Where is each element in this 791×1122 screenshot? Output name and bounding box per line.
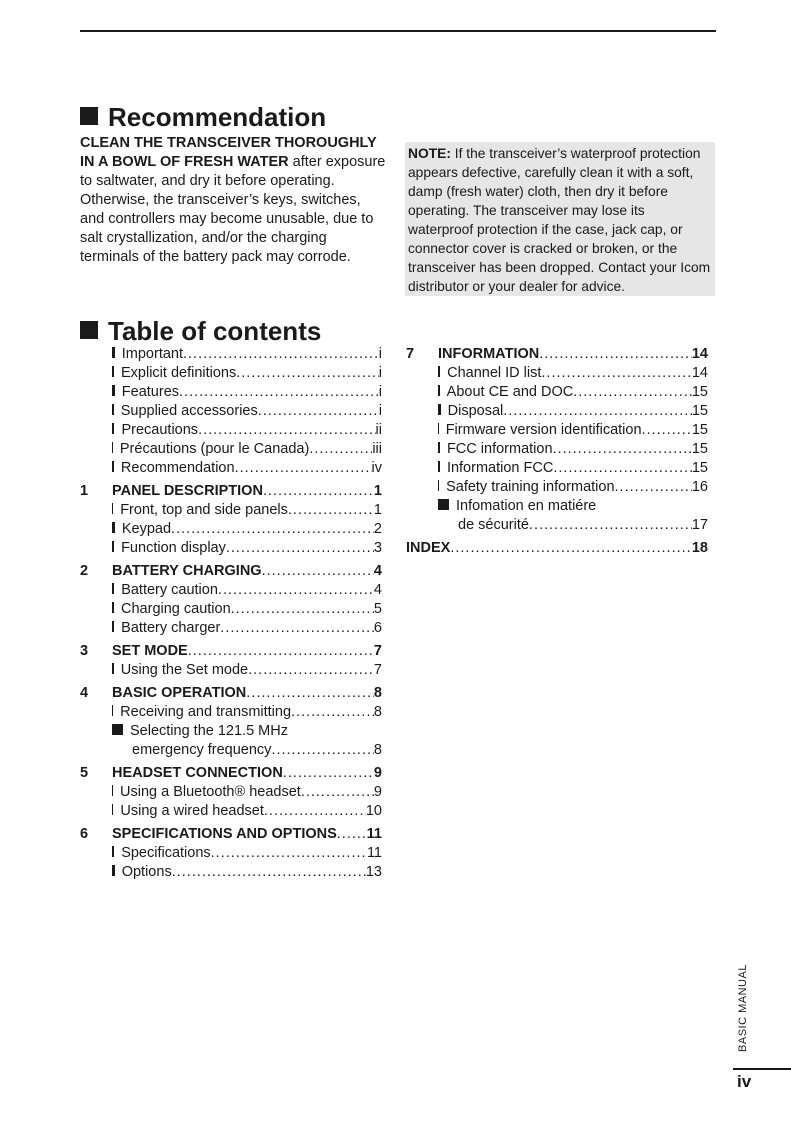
toc-entry[interactable] bbox=[112, 784, 382, 803]
toc-leader-dots bbox=[539, 346, 692, 362]
toc-leader-dots bbox=[171, 521, 374, 537]
toc-leader-dots bbox=[529, 517, 692, 533]
toc-page-number: 15 bbox=[691, 403, 708, 419]
toc-page-number: 8 bbox=[373, 742, 382, 758]
toc-label: SPECIFICATIONS AND OPTIONS bbox=[112, 826, 337, 842]
toc-leader-dots bbox=[236, 365, 379, 381]
toc-label: SET MODE bbox=[112, 643, 188, 659]
toc-entry[interactable] bbox=[112, 723, 382, 742]
toc-chapter[interactable] bbox=[406, 346, 708, 365]
square-bullet-icon bbox=[112, 404, 114, 415]
toc-leader-dots bbox=[301, 784, 374, 800]
toc-leader-dots bbox=[231, 601, 374, 617]
toc-leader-dots bbox=[258, 403, 379, 419]
toc-page-number: 15 bbox=[691, 422, 708, 438]
toc-label: Function display bbox=[121, 540, 226, 556]
toc-page-number: iii bbox=[372, 441, 382, 457]
toc-label: Battery caution bbox=[121, 582, 218, 598]
toc-label: Using a wired headset bbox=[120, 803, 264, 819]
toc-page-number: 14 bbox=[691, 346, 708, 362]
toc-label: Features bbox=[121, 384, 180, 400]
toc-entry[interactable] bbox=[112, 582, 382, 601]
toc-leader-dots bbox=[450, 540, 692, 556]
toc-leader-dots bbox=[288, 502, 374, 518]
toc-chapter[interactable] bbox=[80, 483, 382, 502]
toc-leader-dots bbox=[309, 441, 372, 457]
square-bullet-icon bbox=[112, 347, 115, 358]
toc-leader-dots bbox=[642, 422, 692, 438]
square-bullet-icon bbox=[112, 705, 113, 716]
top-rule bbox=[80, 30, 716, 32]
toc-leader-dots bbox=[220, 620, 374, 636]
toc-label: Receiving and transmitting bbox=[120, 704, 292, 720]
square-bullet-icon bbox=[438, 366, 440, 377]
toc-label: Front, top and side panels bbox=[120, 502, 288, 518]
toc-chapter[interactable] bbox=[80, 826, 382, 845]
toc-page-number: 11 bbox=[366, 826, 382, 842]
square-bullet-icon bbox=[112, 621, 114, 632]
toc-leader-dots bbox=[248, 662, 374, 678]
toc-label: FCC information bbox=[446, 441, 553, 457]
toc-label: About CE and DOC bbox=[446, 384, 574, 400]
toc-leader-dots bbox=[183, 346, 379, 362]
toc-label: Using a Bluetooth® headset bbox=[120, 784, 301, 800]
toc-entry[interactable] bbox=[112, 502, 382, 521]
toc-leader-dots bbox=[246, 685, 374, 701]
toc-entry[interactable] bbox=[438, 422, 708, 441]
toc-chapter[interactable] bbox=[80, 685, 382, 704]
square-bullet-icon bbox=[112, 385, 115, 396]
toc-page-number: 15 bbox=[691, 441, 708, 457]
square-bullet-icon bbox=[112, 785, 113, 796]
toc-label: Precautions bbox=[121, 422, 199, 438]
square-bullet-icon bbox=[438, 423, 439, 434]
square-bullet-icon bbox=[112, 724, 123, 735]
toc-page-number: 9 bbox=[373, 784, 382, 800]
toc-leader-dots bbox=[198, 422, 375, 438]
square-bullet-icon bbox=[112, 423, 114, 434]
toc-page-number: 11 bbox=[366, 845, 382, 861]
square-bullet-icon bbox=[112, 461, 114, 472]
toc-chapter[interactable] bbox=[80, 563, 382, 582]
square-bullet-icon bbox=[112, 541, 114, 552]
toc-label: Supplied accessories bbox=[120, 403, 258, 419]
toc-leader-dots bbox=[264, 803, 366, 819]
toc-entry[interactable] bbox=[112, 662, 382, 681]
toc-page-number: i bbox=[378, 403, 382, 419]
toc-page-number: 8 bbox=[373, 704, 382, 720]
toc-label: Précautions (pour le Canada) bbox=[119, 441, 310, 457]
recommendation-heading bbox=[80, 102, 326, 132]
square-bullet-icon bbox=[112, 503, 113, 514]
toc-leader-dots bbox=[291, 704, 374, 720]
toc-entry[interactable] bbox=[112, 460, 382, 479]
toc-entry[interactable] bbox=[112, 384, 382, 403]
toc-chapter[interactable] bbox=[80, 643, 382, 662]
toc-page-number: 13 bbox=[365, 864, 382, 880]
toc-page-number: iv bbox=[371, 460, 382, 476]
toc-leader-dots bbox=[262, 563, 374, 579]
toc-leader-dots bbox=[271, 742, 373, 758]
toc-chapter-number: 6 bbox=[80, 826, 89, 842]
toc-label: emergency frequency bbox=[132, 742, 272, 758]
recommendation-text bbox=[80, 134, 386, 267]
toc-label: Important bbox=[121, 346, 183, 362]
toc-entry[interactable] bbox=[438, 365, 708, 384]
toc-label: HEADSET CONNECTION bbox=[112, 765, 283, 781]
toc-leader-dots bbox=[615, 479, 692, 495]
toc-label: Explicit definitions bbox=[121, 365, 237, 381]
toc-entry[interactable] bbox=[112, 864, 382, 883]
toc-leader-dots bbox=[218, 582, 374, 598]
toc-chapter-number: 4 bbox=[80, 685, 89, 701]
side-rule bbox=[733, 1068, 791, 1070]
toc-heading-text: Table of contents bbox=[108, 316, 322, 346]
toc-entry[interactable] bbox=[112, 365, 382, 384]
toc-chapter[interactable] bbox=[80, 765, 382, 784]
square-bullet-icon bbox=[112, 846, 114, 857]
toc-leader-dots bbox=[179, 384, 379, 400]
page-number: iv bbox=[737, 1072, 752, 1091]
square-bullet-icon bbox=[438, 385, 440, 396]
toc-entry[interactable] bbox=[112, 521, 382, 540]
heading-square-bullet bbox=[80, 107, 98, 125]
toc-label: Keypad bbox=[121, 521, 172, 537]
toc-entry[interactable] bbox=[132, 742, 382, 761]
toc-page-number: 14 bbox=[691, 365, 708, 381]
toc-leader-dots bbox=[573, 384, 692, 400]
toc-leader-dots bbox=[263, 483, 374, 499]
toc-entry[interactable] bbox=[458, 517, 708, 536]
square-bullet-icon bbox=[438, 404, 441, 415]
toc-page-number: 6 bbox=[373, 620, 382, 636]
toc-page-number: 2 bbox=[373, 521, 382, 537]
toc-label: Information FCC bbox=[446, 460, 554, 476]
toc-entry[interactable] bbox=[438, 498, 708, 517]
square-bullet-icon bbox=[112, 804, 113, 815]
toc-page-number: 7 bbox=[373, 662, 382, 678]
toc-label: Options bbox=[121, 864, 172, 880]
toc-entry[interactable] bbox=[112, 540, 382, 559]
toc-label: de sécurité bbox=[458, 517, 529, 533]
toc-chapter-number: 5 bbox=[80, 765, 89, 781]
toc-entry[interactable] bbox=[112, 845, 382, 864]
square-bullet-icon bbox=[438, 499, 449, 510]
toc-leader-dots bbox=[283, 765, 374, 781]
toc-chapter[interactable] bbox=[406, 540, 708, 559]
square-bullet-icon bbox=[438, 461, 440, 472]
toc-entry[interactable] bbox=[112, 704, 382, 723]
toc-label: Disposal bbox=[447, 403, 504, 419]
square-bullet-icon bbox=[112, 865, 115, 876]
note-text: If the transceiver’s waterproof protection appears defective, carefully clean it with a soft, damp (fresh water) cloth, then dry it before operating. The transceiver may lose its waterproof protection if the case, jack cap, or connector cover is cracked or broken, or the transceiver has been dropped. Contact your Icom distributor or your dealer for advice. bbox=[408, 146, 711, 294]
recommendation-bold-lead: CLEAN THE TRANSCEIVER THOROUGHLY IN A BOWL OF FRESH WATER bbox=[80, 135, 377, 170]
toc-heading bbox=[80, 316, 321, 346]
toc-leader-dots bbox=[337, 826, 367, 842]
toc-entry[interactable] bbox=[438, 403, 708, 422]
toc-leader-dots bbox=[188, 643, 374, 659]
toc-entry[interactable] bbox=[112, 803, 382, 822]
toc-label: Selecting the 121.5 MHz bbox=[130, 723, 288, 739]
toc-page-number: 15 bbox=[691, 460, 708, 476]
toc-chapter-number: 7 bbox=[406, 346, 415, 362]
square-bullet-icon bbox=[112, 522, 115, 533]
toc-leader-dots bbox=[211, 845, 367, 861]
toc-label: BASIC OPERATION bbox=[112, 685, 247, 701]
side-label bbox=[735, 960, 751, 1060]
recommendation-body: after exposure to saltwater, and dry it before operating. Otherwise, the transceiver’s keys, switches, and controllers may become unusable, due to salt crystallization, and/or the charging terminals of the battery pack may corrode. bbox=[80, 154, 386, 265]
toc-entry[interactable] bbox=[112, 601, 382, 620]
toc-page-number: 3 bbox=[373, 540, 382, 556]
toc-entry[interactable] bbox=[438, 384, 708, 403]
square-bullet-icon bbox=[438, 480, 439, 491]
toc-entry[interactable] bbox=[112, 346, 382, 365]
toc-page-number: 1 bbox=[373, 502, 382, 518]
toc-page-number: i bbox=[378, 365, 382, 381]
toc-page-number: i bbox=[378, 346, 382, 362]
toc-label: INDEX bbox=[406, 540, 451, 556]
recommendation-heading-text: Recommendation bbox=[108, 102, 327, 132]
heading-square-bullet bbox=[80, 321, 98, 339]
toc-entry[interactable] bbox=[112, 441, 382, 460]
note-box bbox=[405, 142, 715, 296]
square-bullet-icon bbox=[112, 602, 114, 613]
toc-label: Charging caution bbox=[121, 601, 231, 617]
toc-label: Specifications bbox=[121, 845, 211, 861]
toc-label: Recommendation bbox=[120, 460, 235, 476]
square-bullet-icon bbox=[112, 583, 114, 594]
toc-chapter-number: 2 bbox=[80, 563, 89, 579]
toc-page-number: 10 bbox=[365, 803, 382, 819]
toc-label: Battery charger bbox=[121, 620, 221, 636]
toc-label: BATTERY CHARGING bbox=[112, 563, 262, 579]
toc-entry[interactable] bbox=[438, 460, 708, 479]
toc-chapter-number: 1 bbox=[80, 483, 89, 499]
toc-page-number: 16 bbox=[691, 479, 708, 495]
square-bullet-icon bbox=[112, 366, 114, 377]
toc-entry[interactable] bbox=[438, 479, 708, 498]
toc-entry[interactable] bbox=[112, 422, 382, 441]
toc-page-number: ii bbox=[375, 422, 382, 438]
toc-page-number: 17 bbox=[691, 517, 708, 533]
toc-leader-dots bbox=[172, 864, 366, 880]
toc-page-number: 5 bbox=[373, 601, 382, 617]
toc-page-number: 4 bbox=[373, 582, 382, 598]
toc-page-number: 15 bbox=[691, 384, 708, 400]
toc-label: PANEL DESCRIPTION bbox=[112, 483, 263, 499]
toc-leader-dots bbox=[226, 540, 374, 556]
toc-entry[interactable] bbox=[112, 620, 382, 639]
toc-leader-dots bbox=[553, 460, 692, 476]
toc-label: Infomation en matiére bbox=[456, 498, 597, 514]
square-bullet-icon bbox=[112, 663, 114, 674]
toc-entry[interactable] bbox=[438, 441, 708, 460]
note-label: NOTE: bbox=[408, 146, 451, 161]
toc-page-number: 4 bbox=[373, 563, 382, 579]
toc-label: Safety training information bbox=[446, 479, 615, 495]
square-bullet-icon bbox=[112, 442, 113, 453]
toc-leader-dots bbox=[541, 365, 691, 381]
toc-label: Using the Set mode bbox=[120, 662, 249, 678]
toc-leader-dots bbox=[235, 460, 372, 476]
toc-page-number: 7 bbox=[373, 643, 382, 659]
square-bullet-icon bbox=[438, 442, 440, 453]
toc-page-number: 1 bbox=[373, 483, 382, 499]
toc-page-number: 9 bbox=[373, 765, 382, 781]
toc-leader-dots bbox=[553, 441, 692, 457]
toc-label: INFORMATION bbox=[438, 346, 540, 362]
toc-entry[interactable] bbox=[112, 403, 382, 422]
toc-page-number: 8 bbox=[373, 685, 382, 701]
toc-leader-dots bbox=[503, 403, 692, 419]
toc-page-number: 18 bbox=[691, 540, 708, 556]
toc-label: Firmware version identification bbox=[445, 422, 642, 438]
toc-page-number: i bbox=[378, 384, 382, 400]
toc-label: Channel ID list bbox=[447, 365, 542, 381]
side-label-text: BASIC MANUAL bbox=[737, 964, 749, 1052]
toc-chapter-number: 3 bbox=[80, 643, 89, 659]
